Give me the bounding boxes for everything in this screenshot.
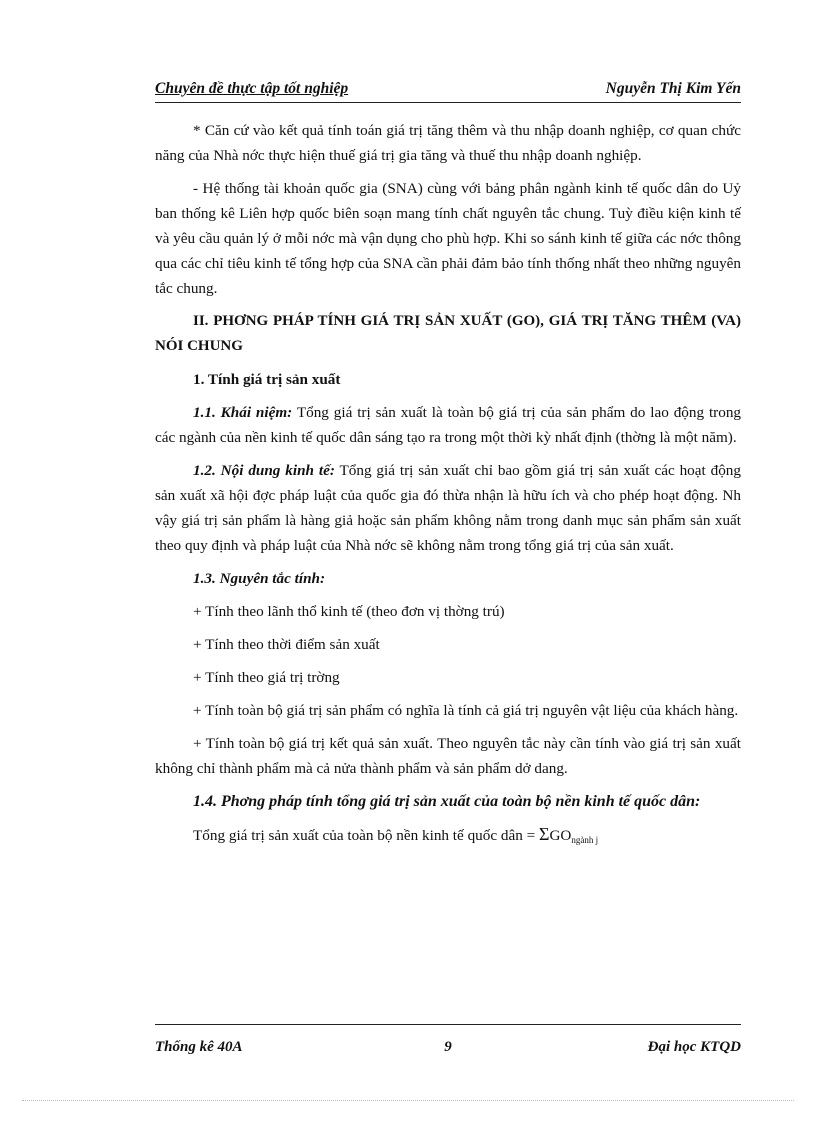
page-footer <box>155 1024 741 1055</box>
principles-heading: 1.3. Nguyên tắc tính: <box>193 570 326 587</box>
content-label: 1.2. Nội dung kinh tế: <box>193 462 335 479</box>
header-title: Chuyên đề thực tập tốt nghiệp <box>155 80 349 97</box>
content-text: Tổng giá trị sản xuất chỉ bao gồm giá trị sản xuất các hoạt động sản xuất xã hội đợc pháp luật của quốc gia đó thừa nhận là hữu ích và cho phép hoạt động. Nh vậy giá trị sản phẩm là hàng giả hoặc sản phẩm không nằm trong danh mục sản phẩm sản xuất theo quy định và pháp luật của Nhà nớc sẽ không nằm trong tổng giá trị của sản xuất. <box>155 462 741 554</box>
section-heading: II. PHƠNG PHÁP TÍNH GIÁ TRỊ SẢN XUẤT (GO), GIÁ TRỊ TĂNG THÊM (VA) NÓI CHUNG <box>155 313 741 354</box>
formula-go: GO <box>549 827 572 844</box>
formula-text: Tổng giá trị sản xuất của toàn bộ nền kinh tế quốc dân = <box>193 827 539 844</box>
page-number: 9 <box>444 1039 452 1055</box>
formula-subscript: ngành j <box>571 835 599 845</box>
rule-item: + Tính theo thời điểm sản xuất <box>193 636 380 653</box>
footer-class: Thống kê 40A <box>155 1039 243 1055</box>
paragraph-concept <box>155 400 741 450</box>
formula <box>155 822 741 853</box>
rule-item: + Tính theo giá trị trờng <box>193 669 340 686</box>
header-author: Nguyễn Thị Kim Yến <box>605 80 741 97</box>
subsection-heading: 1. Tính giá trị sản xuất <box>193 371 341 388</box>
paragraph-content <box>155 458 741 558</box>
page-header <box>155 78 741 103</box>
paragraph: - Hệ thống tài khoản quốc gia (SNA) cùng với bảng phân ngành kinh tế quốc dân do Uỷ ban thống kê Liên hợp quốc biên soạn mang tính chất nguyên tắc chung. Tuỳ điều kiện kinh tế và yêu cầu quản lý ở mỗi nớc mà vận dụng cho phù hợp. Khi so sánh kinh tế giữa các nớc thông qua các chỉ tiêu kinh tế tổng hợp của SNA cần phải đảm bảo tính thống nhất theo những nguyên tắc chung. <box>155 180 741 297</box>
page-bottom-divider <box>22 1100 794 1101</box>
rule-item: + Tính theo lãnh thổ kinh tế (theo đơn vị thờng trú) <box>193 603 505 620</box>
sigma-symbol: Σ <box>538 824 550 844</box>
footer-university: Đại học KTQD <box>647 1039 741 1055</box>
method-heading: 1.4. Phơng pháp tính tổng giá trị sản xuất của toàn bộ nền kinh tế quốc dân: <box>193 793 701 810</box>
paragraph: * Căn cứ vào kết quả tính toán giá trị tăng thêm và thu nhập doanh nghiệp, cơ quan chức năng của Nhà nớc thực hiện thuế giá trị gia tăng và thuế thu nhập doanh nghiệp. <box>155 122 741 164</box>
concept-label: 1.1. Khái niệm: <box>193 404 293 421</box>
concept-text: Tổng giá trị sản xuất là toàn bộ giá trị của sản phẩm do lao động trong các ngành của nền kinh tế quốc dân sáng tạo ra trong một thời kỳ nhất định (thờng là một năm). <box>155 404 742 446</box>
rule-item: + Tính toàn bộ giá trị sản phẩm có nghĩa là tính cả giá trị nguyên vật liệu của khách hàng. <box>193 702 739 719</box>
document-body <box>155 118 741 853</box>
rule-item: + Tính toàn bộ giá trị kết quả sản xuất. Theo nguyên tắc này cần tính vào giá trị sản xuất không chỉ thành phẩm mà cả nửa thành phẩm và sản phẩm dở dang. <box>155 735 741 777</box>
